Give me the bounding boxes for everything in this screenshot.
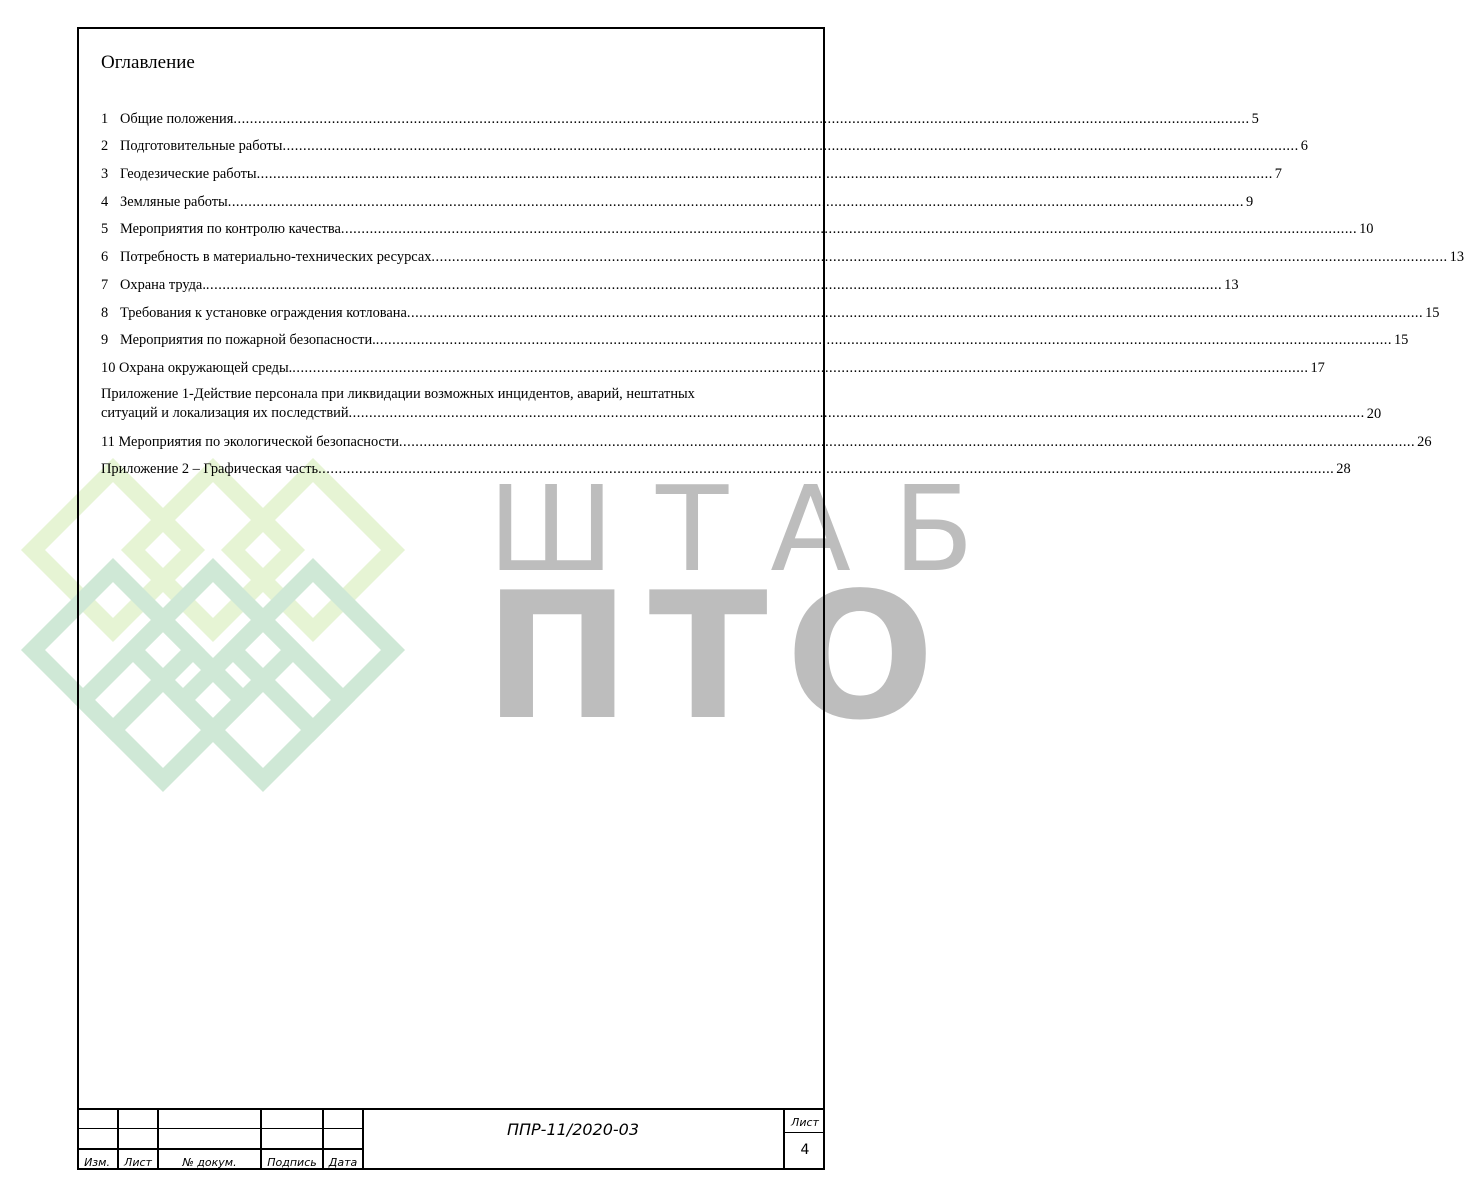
toc-leader-dots: [228, 194, 1244, 211]
title-block-stamp: [77, 1108, 825, 1170]
toc-leader-dots: [233, 111, 1249, 128]
toc-leader-dots: [282, 138, 1298, 155]
toc-item-4[interactable]: [101, 183, 1254, 211]
toc-item-label: Требования к установке ограждения котлована: [120, 304, 407, 321]
toc-title: Оглавление: [101, 52, 195, 73]
toc-item-number: 1: [101, 110, 109, 127]
toc-item-label: 11 Мероприятия по экологической безопасности: [101, 433, 399, 450]
toc-item-3[interactable]: [101, 155, 1282, 183]
table-of-contents: [101, 100, 1464, 478]
toc-item-5[interactable]: [101, 211, 1374, 239]
toc-item-label: Охрана труда.: [120, 276, 206, 293]
toc-leader-dots: [376, 332, 1392, 349]
toc-leader-dots: [292, 360, 1308, 377]
document-code: ППР-11/2020-03: [506, 1120, 640, 1139]
toc-item-8[interactable]: [101, 294, 1440, 322]
toc-item-page: 7: [1274, 166, 1282, 183]
toc-item-page: 20: [1366, 405, 1382, 422]
toc-leader-dots: [431, 249, 1447, 266]
toc-item-label: Общие положения: [120, 110, 234, 127]
toc-item-number: 7: [101, 276, 109, 293]
sheet-number: 4: [800, 1142, 810, 1158]
toc-item-label: Приложение 1-Действие персонала при ликвидации возможных инцидентов, аварий, нештатных: [101, 385, 695, 402]
sheet-label: Лист: [791, 1116, 819, 1129]
toc-item-label-continued: ситуаций и локализация их последствий: [101, 404, 349, 421]
toc-item-7[interactable]: [101, 266, 1239, 294]
toc-leader-dots: [399, 434, 1415, 451]
toc-item-label: Приложение 2 – Графическая часть: [101, 461, 319, 478]
toc-leader-dots: [257, 166, 1273, 183]
toc-item-page: 6: [1300, 138, 1308, 155]
toc-item-page: 15: [1425, 304, 1440, 321]
stamp-label-doc-number: № докум.: [182, 1156, 237, 1169]
toc-item-page: 10: [1359, 221, 1374, 238]
toc-item-page: 13: [1449, 249, 1464, 266]
stamp-label-change: Изм.: [84, 1156, 110, 1169]
toc-item-page: 15: [1393, 332, 1409, 349]
watermark-text-top: ШТАБ: [488, 460, 1016, 598]
toc-item-label: Подготовительные работы: [120, 138, 283, 155]
toc-item-label: Земляные работы: [120, 193, 228, 210]
toc-item-number: 4: [101, 193, 109, 210]
toc-item-page: 5: [1251, 110, 1259, 127]
toc-item-10[interactable]: [101, 349, 1325, 377]
toc-item-page: 13: [1224, 276, 1239, 293]
toc-leader-dots: [349, 404, 1365, 423]
toc-item-number: 3: [101, 166, 109, 183]
stamp-label-signature: Подпись: [267, 1156, 317, 1169]
toc-leader-dots: [318, 461, 1334, 478]
toc-item-1[interactable]: [101, 100, 1259, 128]
toc-item-label: Потребность в материально-технических ресурсах: [120, 249, 432, 266]
toc-item-number: 2: [101, 138, 109, 155]
toc-item-label: 10 Охрана окружающей среды.: [101, 359, 293, 376]
toc-appendix-2[interactable]: [101, 451, 1351, 479]
stamp-label-sheet: Лист: [124, 1156, 152, 1169]
stamp-label-date: Дата: [328, 1156, 358, 1169]
toc-leader-dots: [206, 277, 1222, 294]
toc-item-number: 9: [101, 332, 109, 349]
toc-item-label: Мероприятия по пожарной безопасности.: [120, 332, 376, 349]
toc-item-number: 6: [101, 249, 109, 266]
toc-item-page: 26: [1417, 433, 1432, 450]
toc-item-page: 28: [1336, 461, 1351, 478]
toc-item-number: 8: [101, 304, 109, 321]
toc-item-label: Мероприятия по контролю качества: [120, 221, 341, 238]
toc-leader-dots: [341, 221, 1357, 238]
toc-item-page: 17: [1310, 359, 1325, 376]
toc-leader-dots: [407, 305, 1423, 322]
toc-item-11[interactable]: [101, 423, 1432, 451]
toc-appendix-1[interactable]: [101, 377, 1382, 423]
toc-item-page: 9: [1245, 193, 1254, 210]
toc-item-label: Геодезические работы: [120, 166, 257, 183]
toc-item-9[interactable]: [101, 322, 1409, 350]
toc-item-number: 5: [101, 221, 109, 238]
toc-item-6[interactable]: [101, 238, 1464, 266]
watermark-text-bottom: ПТО: [484, 556, 953, 759]
toc-item-2[interactable]: [101, 128, 1308, 156]
